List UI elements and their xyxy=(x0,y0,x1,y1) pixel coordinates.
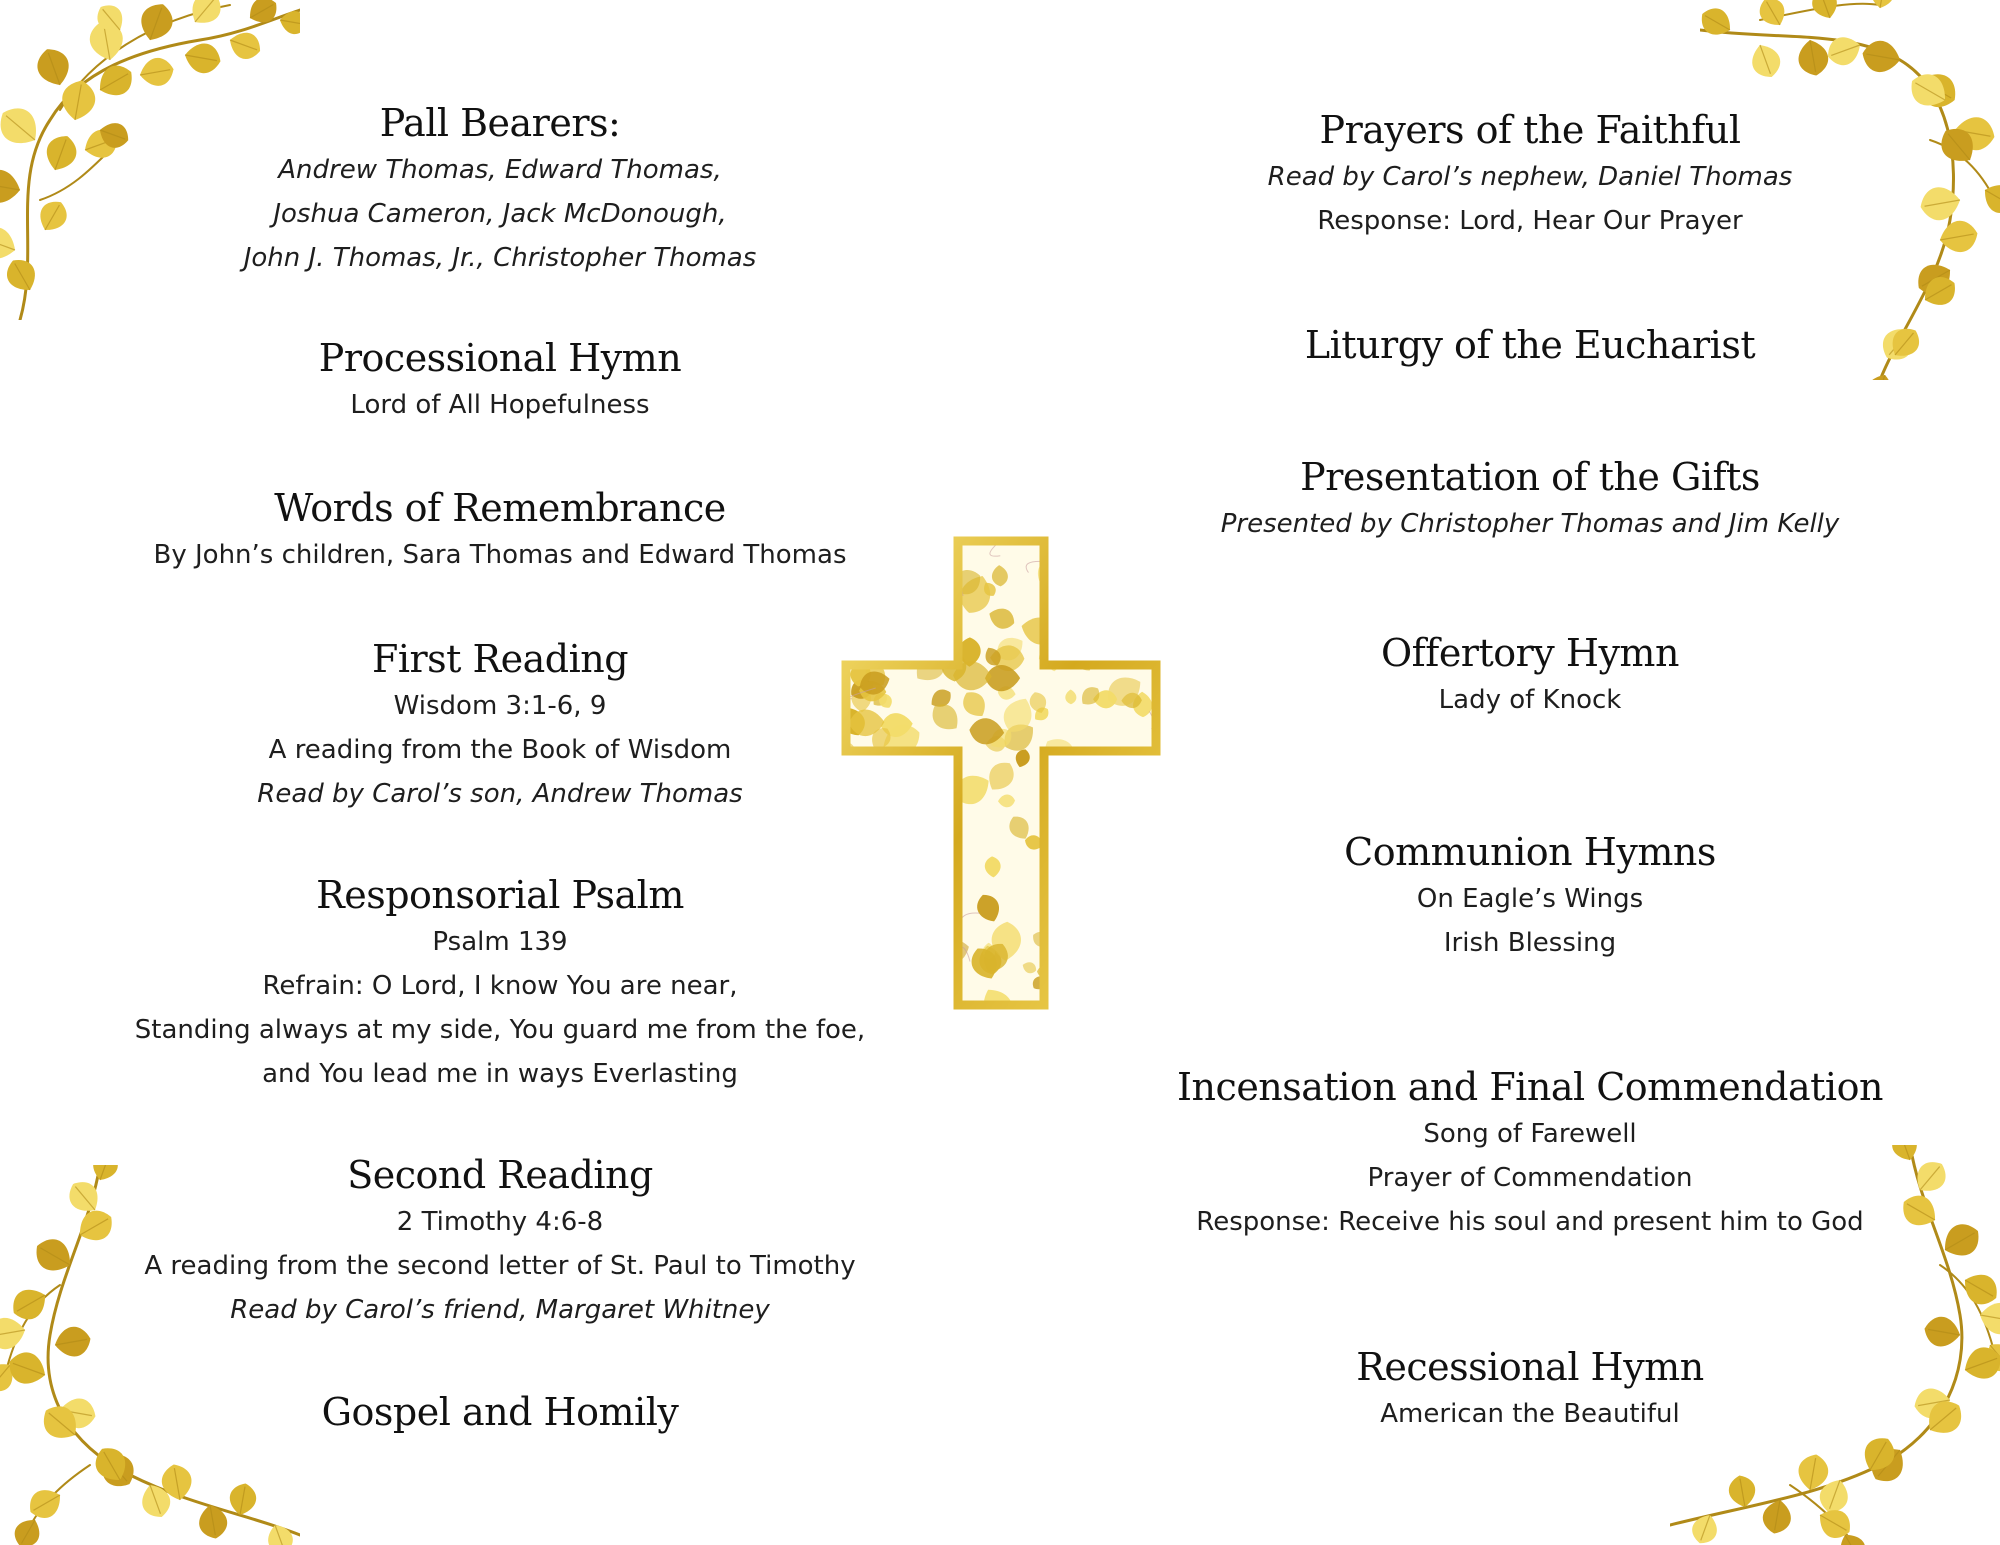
section-line: Response: Lord, Hear Our Prayer xyxy=(1317,206,1743,236)
section-heading: Communion Hymns xyxy=(1344,830,1716,874)
section-line: A reading from the second letter of St. Paul to Timothy xyxy=(144,1251,856,1281)
section-line: Response: Receive his soul and present him to God xyxy=(1196,1207,1864,1237)
section-line: By John’s children, Sara Thomas and Edward Thomas xyxy=(153,540,847,570)
section-line: On Eagle’s Wings xyxy=(1416,884,1644,914)
section-line: Standing always at my side, You guard me from the foe, xyxy=(134,1015,866,1045)
program-section xyxy=(1150,105,1910,243)
section-line: Joshua Cameron, Jack McDonough, xyxy=(273,199,727,229)
program-section xyxy=(120,333,880,427)
section-heading: Processional Hymn xyxy=(318,336,682,380)
section-heading: Presentation of the Gifts xyxy=(1300,455,1760,499)
section-line: Wisdom 3:1-6, 9 xyxy=(393,691,607,721)
section-line: Presented by Christopher Thomas and Jim Kelly xyxy=(1220,509,1840,539)
program-section xyxy=(1150,628,1910,722)
section-line: Lady of Knock xyxy=(1438,685,1622,715)
program-section xyxy=(1150,1342,1910,1436)
section-line: Read by Carol’s son, Andrew Thomas xyxy=(257,779,743,809)
section-line: and You lead me in ways Everlasting xyxy=(262,1059,738,1089)
program-section xyxy=(120,870,880,1096)
section-heading: Words of Remembrance xyxy=(274,486,726,530)
section-line: Irish Blessing xyxy=(1443,928,1617,958)
gold-cross-icon xyxy=(838,533,1164,1013)
right-column xyxy=(1150,0,1910,1545)
section-line: Andrew Thomas, Edward Thomas, xyxy=(278,155,722,185)
section-line: Refrain: O Lord, I know You are near, xyxy=(262,971,738,1001)
program-section xyxy=(120,634,880,816)
section-heading: Recessional Hymn xyxy=(1356,1345,1704,1389)
program-section xyxy=(1150,1062,1910,1244)
section-line: Song of Farewell xyxy=(1423,1119,1637,1149)
program-section xyxy=(120,1387,880,1437)
program-section xyxy=(120,1150,880,1332)
section-heading: Responsorial Psalm xyxy=(316,873,684,917)
section-line: Read by Carol’s nephew, Daniel Thomas xyxy=(1267,162,1793,192)
section-line: 2 Timothy 4:6-8 xyxy=(396,1207,604,1237)
section-line: American the Beautiful xyxy=(1380,1399,1680,1429)
program-section xyxy=(1150,320,1910,370)
left-column xyxy=(120,0,880,1545)
section-line: John J. Thomas, Jr., Christopher Thomas xyxy=(243,243,757,273)
section-heading: Gospel and Homily xyxy=(321,1390,679,1434)
section-line: Lord of All Hopefulness xyxy=(350,390,650,420)
section-heading: Incensation and Final Commendation xyxy=(1177,1065,1883,1109)
section-line: Prayer of Commendation xyxy=(1367,1163,1693,1193)
section-line: Read by Carol’s friend, Margaret Whitney xyxy=(230,1295,770,1325)
section-heading: Prayers of the Faithful xyxy=(1319,108,1741,152)
program-section xyxy=(120,98,880,280)
section-line: Psalm 139 xyxy=(432,927,568,957)
section-line: A reading from the Book of Wisdom xyxy=(268,735,732,765)
section-heading: Offertory Hymn xyxy=(1381,631,1679,675)
section-heading: Liturgy of the Eucharist xyxy=(1304,323,1756,367)
program-section xyxy=(1150,452,1910,546)
section-heading: Second Reading xyxy=(347,1153,653,1197)
section-heading: Pall Bearers: xyxy=(379,101,621,145)
program-section xyxy=(120,483,880,577)
section-heading: First Reading xyxy=(371,637,629,681)
program-section xyxy=(1150,827,1910,965)
